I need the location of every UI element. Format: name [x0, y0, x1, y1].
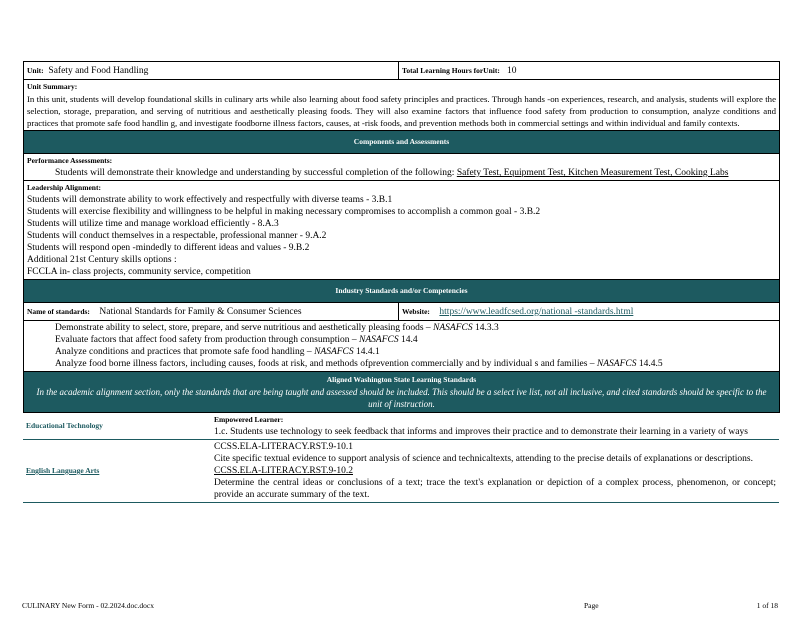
edtech-text: 1.c. Students use technology to seek feedback that informs and improves their practice and to demonstrate their learning in a variety of ways — [214, 427, 748, 437]
unit-cell — [24, 62, 399, 80]
standard-item: Analyze food borne illness factors, including causes, foods at risk, and methods ofprevention commercially and by individual s and families – NASAFCS 14.4.5 — [55, 359, 663, 369]
empowered-label: Empowered Learner: — [214, 415, 284, 424]
leadership-line: Additional 21st Century skills options : — [27, 255, 177, 265]
standards-name-label: Name of standards: — [27, 306, 90, 316]
unit-title: Safety and Food Handling — [48, 65, 149, 76]
standards-list-cell — [24, 321, 780, 372]
leadership-line: Students will conduct themselves in a respectable, professional manner - 9.A.2 — [27, 231, 327, 241]
performance-label: Performance Assessments: — [27, 156, 113, 165]
ela-label-cell — [23, 440, 211, 503]
leadership-cell — [24, 181, 780, 280]
leadership-line: FCCLA in- class projects, community service, competition — [27, 267, 251, 277]
leadership-line: Students will respond open -mindedly to different ideas and values - 9.B.2 — [27, 243, 310, 253]
footer-page-number: 1 of 18 — [756, 601, 778, 610]
leadership-line: Students will exercise flexibility and willingness to be helpful in making necessary compromises to accomplish a common goal - 3.B.2 — [27, 207, 541, 217]
industry-header: Industry Standards and/or Competencies — [24, 280, 780, 303]
assessment-links[interactable]: Safety Test, Equipment Test, Kitchen Measurement Test, Cooking Labs — [456, 168, 729, 178]
components-header: Components and Assessments — [24, 131, 780, 154]
hours-cell — [399, 62, 780, 80]
ela-label: English Language Arts — [26, 466, 100, 475]
ela-code: CCSS.ELA-LITERACY.RST.9-10.1 — [214, 442, 353, 452]
standards-name: National Standards for Family & Consumer Sciences — [99, 306, 302, 317]
performance-text: Students will demonstrate their knowledge and understanding by successful completion of the following: — [55, 168, 457, 178]
hours-value: 10 — [506, 65, 517, 76]
website-label: Website: — [402, 306, 430, 316]
footer-page-label: Page — [584, 601, 599, 610]
aligned-title: Aligned Washington State Learning Standards — [326, 375, 477, 384]
ela-text: Determine the central ideas or conclusions of a text; trace the text's explanation or depiction of a complex process, phenomenon, or concept; provide an accurate summary of the text. — [214, 478, 776, 500]
aligned-header — [24, 372, 780, 413]
website-cell — [399, 303, 780, 321]
edtech-label-cell — [23, 413, 211, 440]
aligned-note: In the academic alignment section, only the standards that are being taught and assessed should be included. This should be a select ive list, not all inclusive, and cited standards should be specific to the unit of instruction. — [36, 387, 767, 409]
summary-label: Unit Summary: — [27, 82, 78, 91]
performance-item — [27, 167, 776, 179]
ela-code[interactable]: CCSS.ELA-LITERACY.RST.9-10.2 — [214, 466, 353, 476]
standard-item: Analyze conditions and practices that promote safe food handling – NASAFCS 14.4.1 — [55, 347, 380, 357]
standard-item: Evaluate factors that affect food safety from production through consumption – NASAFCS 14.4 — [55, 335, 418, 345]
leadership-line: Students will demonstrate ability to work effectively and respectfully with diverse teams - 3.B.1 — [27, 195, 393, 205]
leadership-line: Students will utilize time and manage workload efficiently - 8.A.3 — [27, 219, 279, 229]
unit-label: Unit: — [27, 65, 44, 75]
standards-name-cell — [24, 303, 399, 321]
website-link[interactable]: https://www.leadfcsed.org/national -standards.html — [439, 306, 634, 317]
leadership-label: Leadership Alignment: — [27, 183, 101, 192]
edtech-cell — [211, 413, 779, 440]
hours-label: Total Learning Hours forUnit: — [402, 65, 500, 75]
edtech-label: Educational Technology — [26, 421, 103, 430]
performance-cell — [24, 154, 780, 181]
summary-text: In this unit, students will develop foundational skills in culinary arts while also learning about food safety principles and practices. Through hands -on experiences, research, and analysis, students will explore the selection, storage, preparation, and serving of nutritious and aesthetically pleasing foods. They will also examine factors that influence food safety from production to consumption, analyze conditions and practices that promote safe food handlin g, and investigate foodborne illness factors, causes, at -risk foods, and prevention methods both in commercial settings and within individual and family contexts. — [27, 94, 776, 128]
footer-filename: CULINARY New Form - 02.2024.doc.docx — [22, 601, 155, 610]
standard-item: Demonstrate ability to select, store, prepare, and serve nutritious and aesthetically pleasing foods – NASAFCS 14.3.3 — [55, 323, 499, 333]
unit-table — [23, 61, 780, 413]
ela-cell — [211, 440, 779, 503]
ela-text: Cite specific textual evidence to support analysis of science and technicaltexts, attending to the precise details of explanations or descriptions. — [214, 454, 753, 464]
summary-cell — [24, 80, 780, 131]
unit-form — [23, 61, 779, 503]
standards-table — [23, 413, 779, 503]
